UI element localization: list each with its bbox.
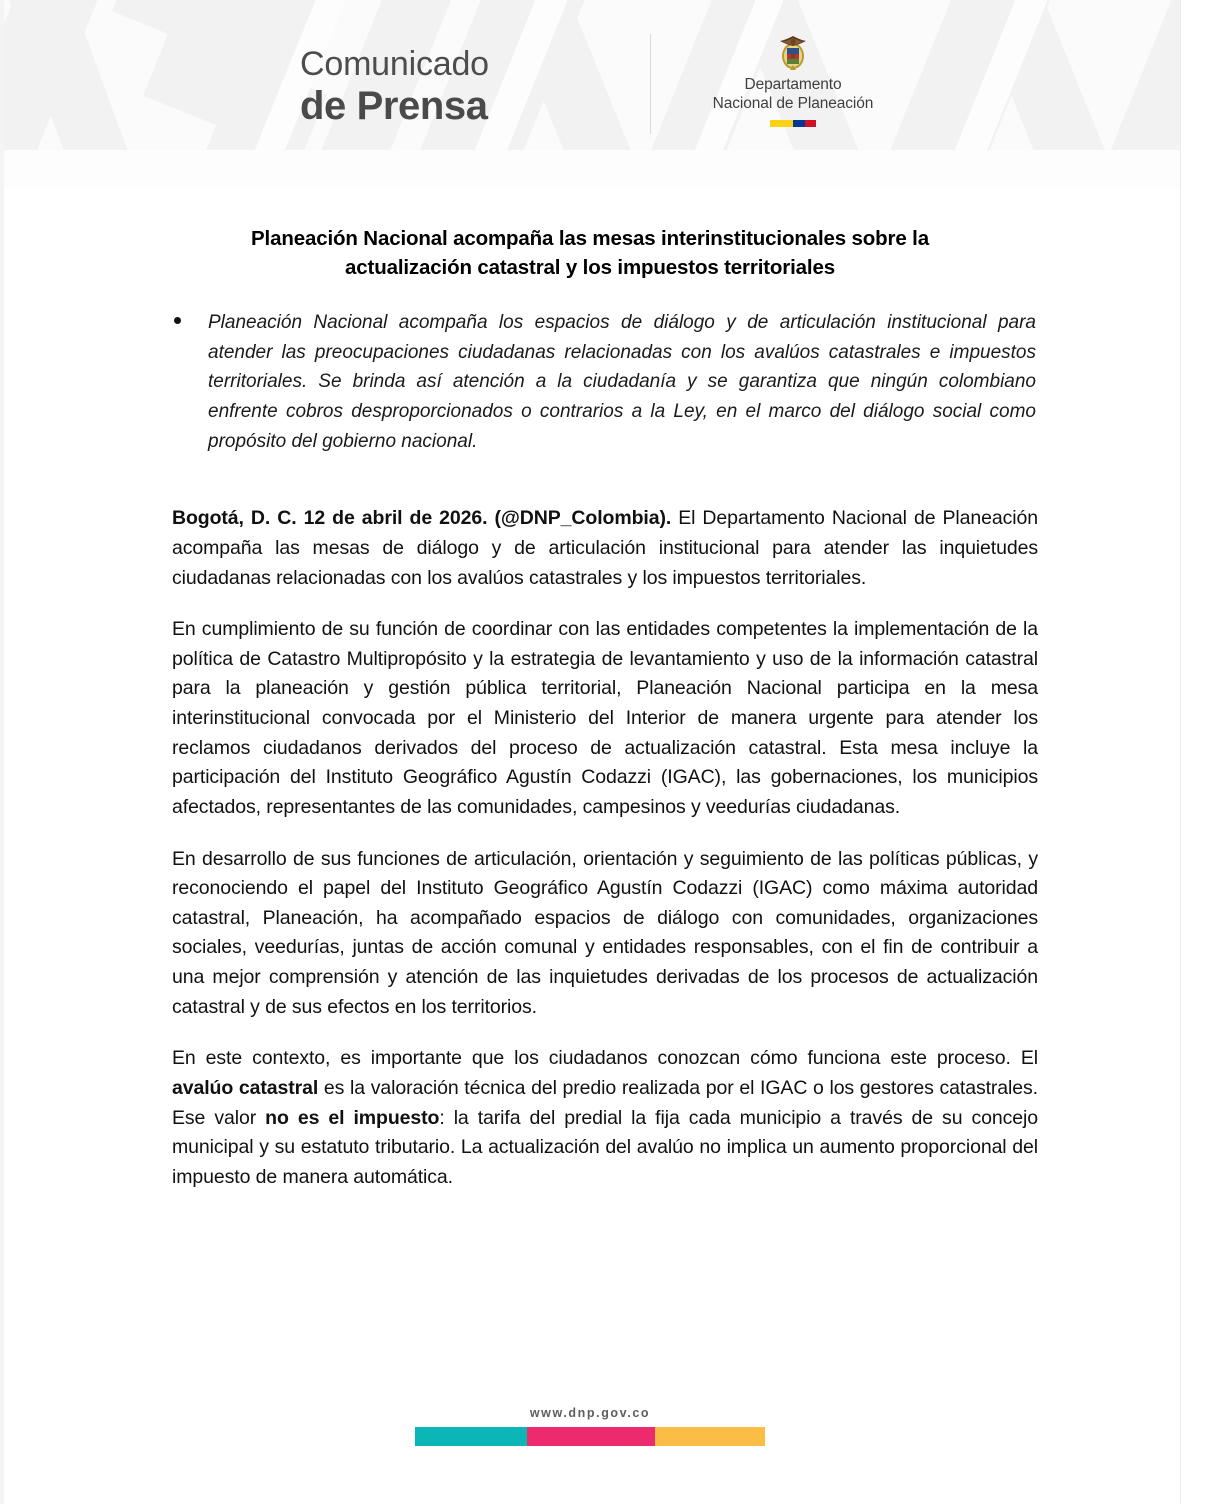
footer-color-bar xyxy=(415,1427,765,1446)
paragraph-2: En cumplimiento de su función de coordinar con las entidades competentes la implementación de la política de Catastro Multipropósito y la estrategia de levantamiento y uso de la información catastral para la planeación y gestión pública territorial, Planeación Nacional participa en la mesa interinstitucional convocada por el Ministerio del Interior de manera urgente para atender los reclamos ciudadanos derivados del proceso de actualización catastral. Esta mesa incluye la participación del Instituto Geográfico Agustín Codazzi (IGAC), las gobernaciones, los municipios afectados, representantes de las comunidades, campesinos y veedurías ciudadanas. xyxy=(172,618,1038,818)
dateline: Bogotá, D. C. 12 de abril de 2026. (@DNP_Colombia). xyxy=(172,507,672,530)
colombia-coat-of-arms-icon xyxy=(775,34,811,72)
colombia-flag-icon xyxy=(770,120,816,127)
dnp-name-line-1: Departamento xyxy=(744,76,842,93)
dnp-logo xyxy=(688,34,898,127)
summary-bullet-list xyxy=(0,308,1180,456)
footer-website-url[interactable]: www.dnp.gov.co xyxy=(529,1406,651,1420)
dnp-name-line-2: Nacional de Planeación xyxy=(712,94,874,112)
wordmark-line-comunicado: Comunicado xyxy=(300,45,489,83)
bullet-text: Planeación Nacional acompaña los espacios de diálogo y de articulación institucional para atender las preocupaciones ciudadanas relacionadas con los avalúos catastrales e impuestos territoriales. Se brinda así atención a la ciudadanía y se garantiza que ningún colombiano enfrente cobros desproporcionados o contrarios a la Ley, en el marco del diálogo social como propósito del gobierno nacional. xyxy=(208,312,1036,452)
paragraph-4-part-c: es la valoración técnica del predio realizada por el IGAC o los gestores catastrales. Ese valor xyxy=(172,1076,1039,1129)
list-item xyxy=(208,308,1036,456)
page-title: Planeación Nacional acompaña las mesas interinstitucionales sobre la actualización catastral y los impuestos territoriales xyxy=(251,227,929,280)
article-body xyxy=(172,504,1038,1192)
press-release-wordmark xyxy=(300,46,489,128)
page-left-edge xyxy=(0,0,4,1504)
document-footer xyxy=(0,1406,1180,1446)
term-avaluo-catastral: avalúo catastral xyxy=(172,1076,319,1099)
term-no-es-el-impuesto: no es el impuesto xyxy=(265,1106,440,1129)
paragraph-4-part-d: : la tarifa del predial la fija cada municipio a través de su concejo municipal y su estatuto tributario. La actualización del avalúo no implica un aumento proporcional del impuesto de manera automática. xyxy=(172,1106,1038,1188)
footer-bar-yellow xyxy=(655,1427,765,1446)
wordmark-line-de-prensa: de Prensa xyxy=(300,83,488,128)
paragraph-lead xyxy=(172,504,1038,593)
document-body xyxy=(0,188,1180,1192)
footer-bar-pink xyxy=(527,1427,655,1446)
paragraph-4 xyxy=(172,1044,1038,1192)
paragraph-4-part-a: En este contexto, es importante que los ciudadanos conozcan cómo funciona este proceso. El xyxy=(172,1047,1038,1070)
header-divider xyxy=(650,34,651,134)
footer-bar-teal xyxy=(415,1427,527,1446)
bullet-dot-icon xyxy=(174,317,181,324)
document-header xyxy=(0,0,1180,188)
page-right-edge xyxy=(1180,0,1206,1504)
paragraph-3: En desarrollo de sus funciones de articulación, orientación y seguimiento de las políticas públicas, y reconociendo el papel del Instituto Geográfico Agustín Codazzi (IGAC) como máxima autoridad catastral, Planeación, ha acompañado espacios de diálogo con comunidades, organizaciones sociales, veedurías, juntas de acción comunal y entidades responsables, con el fin de contribuir a una mejor comprensión y atención de las inquietudes derivadas de los procesos de actualización catastral y de sus efectos en los territorios. xyxy=(172,847,1038,1018)
paragraph-lead-rest: El Departamento Nacional de Planeación acompaña las mesas de diálogo y de articulación institucional para atender las inquietudes ciudadanas relacionadas con los avalúos catastrales y los impuestos territoriales. xyxy=(172,507,1038,589)
